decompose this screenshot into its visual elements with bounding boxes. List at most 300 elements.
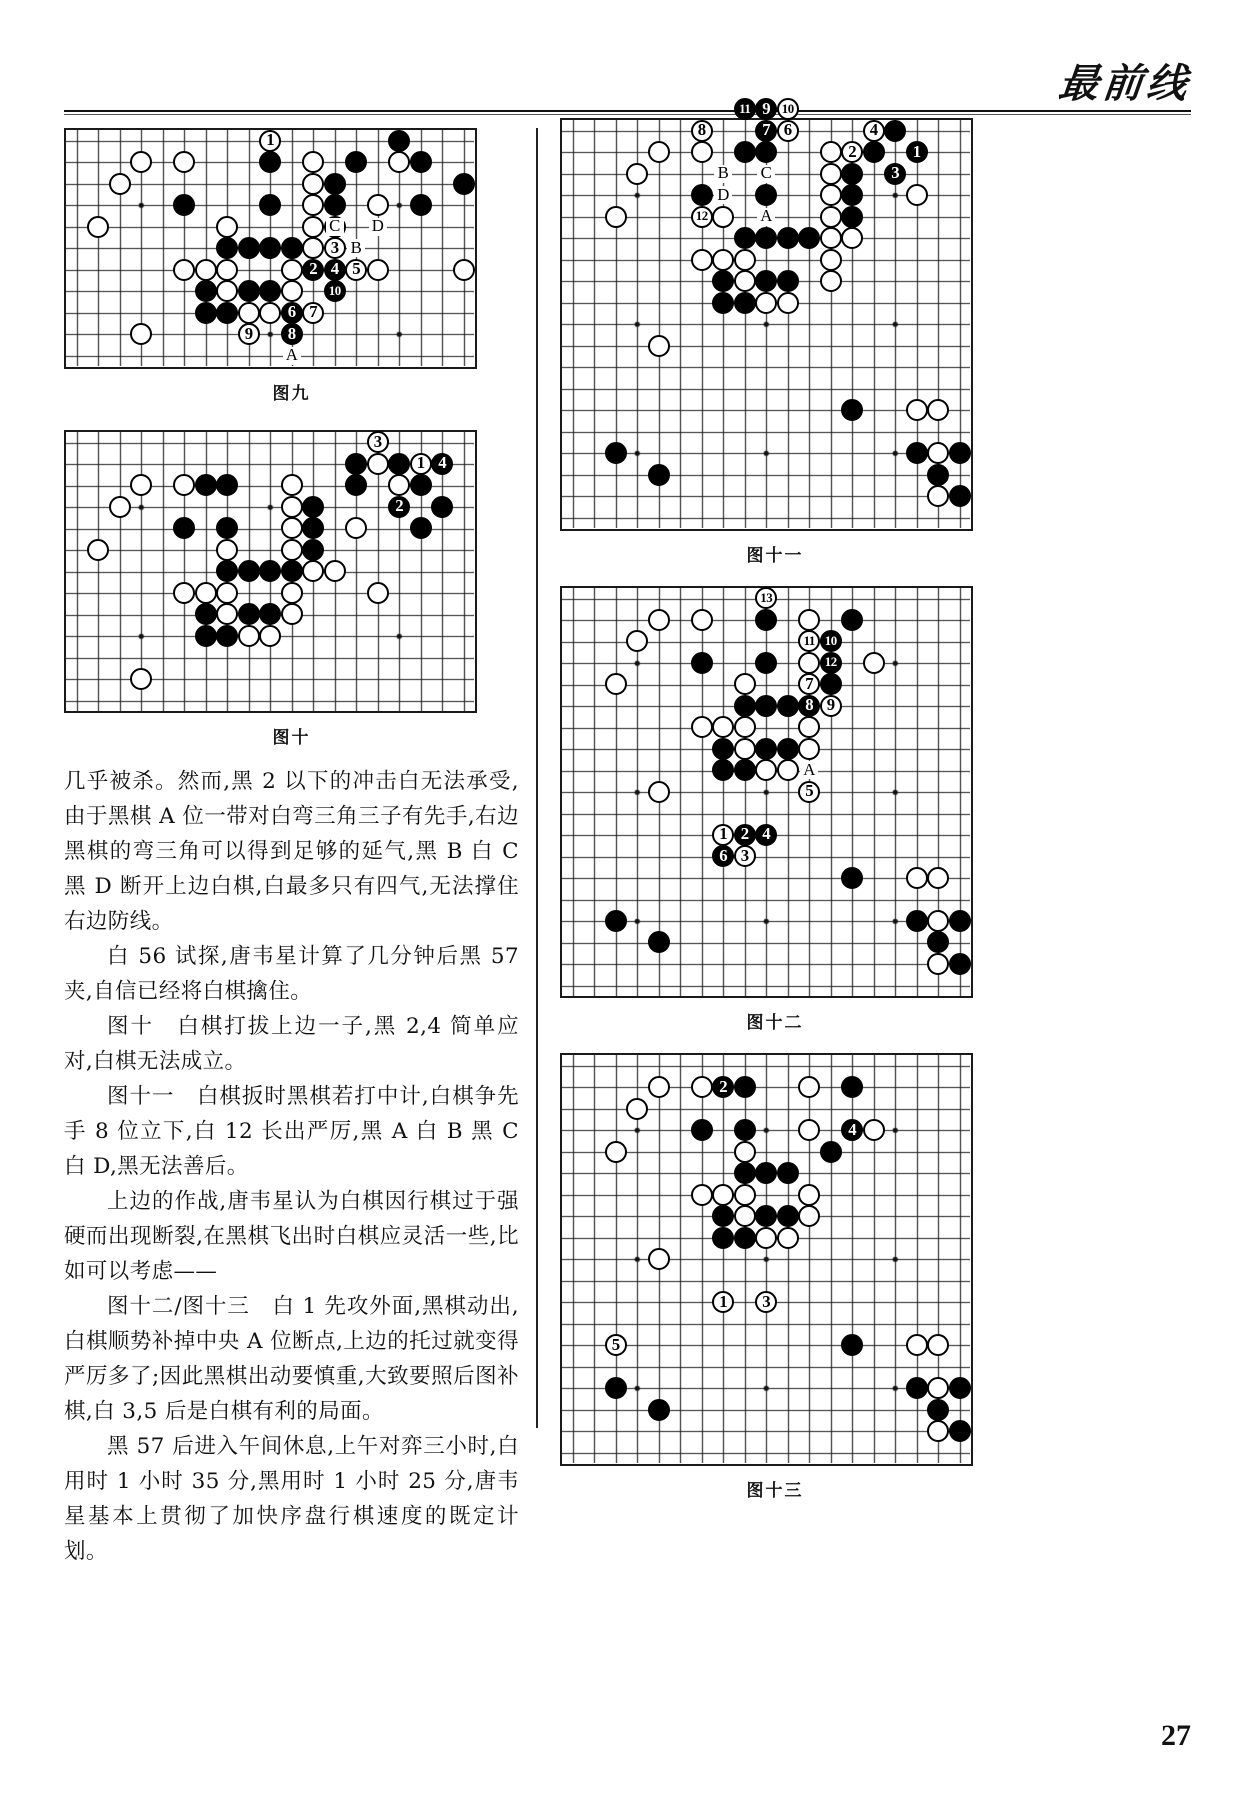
- white-stone: [238, 323, 260, 345]
- black-stone: [712, 738, 734, 760]
- move-number: 2: [395, 496, 404, 516]
- right-column: [560, 98, 990, 1501]
- black-stone: [949, 1377, 971, 1399]
- white-stone: [691, 249, 713, 271]
- white-stone: [906, 867, 928, 889]
- white-stone: [302, 216, 324, 238]
- black-stone: [324, 194, 346, 216]
- move-number: 4: [330, 259, 339, 279]
- white-stone: [798, 1184, 820, 1206]
- black-stone: [755, 141, 777, 163]
- black-stone: [777, 1205, 799, 1227]
- black-stone: [798, 695, 820, 717]
- white-stone: [691, 609, 713, 631]
- white-stone: [712, 1184, 734, 1206]
- move-number: 1: [912, 141, 921, 161]
- black-stone: [777, 695, 799, 717]
- white-stone: [798, 738, 820, 760]
- white-stone: [173, 151, 195, 173]
- board-label-a: A: [757, 208, 775, 226]
- white-stone: [798, 1119, 820, 1141]
- white-stone: [173, 259, 195, 281]
- white-stone: [648, 1076, 670, 1098]
- white-stone: [388, 474, 410, 496]
- board-label-d: D: [369, 218, 387, 236]
- white-stone: [130, 151, 152, 173]
- black-stone: [605, 910, 627, 932]
- header-rule-thin: [64, 114, 1191, 115]
- black-stone: [777, 1162, 799, 1184]
- black-stone: [238, 280, 260, 302]
- white-stone: [820, 249, 842, 271]
- move-number: 3: [762, 1291, 771, 1311]
- black-stone: [755, 1162, 777, 1184]
- black-stone: [345, 151, 367, 173]
- black-stone: [195, 625, 217, 647]
- black-stone: [927, 464, 949, 486]
- move-number: 8: [805, 695, 814, 715]
- white-stone: [281, 280, 303, 302]
- black-stone: [820, 673, 842, 695]
- white-stone: [281, 474, 303, 496]
- move-number: 9: [826, 695, 835, 715]
- white-stone: [216, 280, 238, 302]
- white-stone: [777, 98, 799, 120]
- white-stone: [626, 163, 648, 185]
- board-label-a: A: [283, 347, 301, 365]
- white-stone: [820, 184, 842, 206]
- figure-9: [64, 128, 519, 404]
- move-number: 8: [697, 120, 706, 140]
- figure-11: [560, 98, 990, 566]
- move-number: 8: [287, 323, 296, 343]
- move-number: 7: [805, 673, 814, 693]
- white-stone: [691, 141, 713, 163]
- column-divider: [536, 128, 538, 1428]
- white-stone: [927, 399, 949, 421]
- white-stone: [798, 652, 820, 674]
- white-stone: [648, 141, 670, 163]
- black-stone: [906, 910, 928, 932]
- black-stone: [648, 464, 670, 486]
- white-stone: [605, 1334, 627, 1356]
- white-stone: [755, 1227, 777, 1249]
- black-stone: [259, 151, 281, 173]
- move-number: 5: [805, 781, 814, 801]
- black-stone: [884, 163, 906, 185]
- move-number: 6: [783, 120, 792, 140]
- black-stone: [259, 280, 281, 302]
- black-stone: [259, 560, 281, 582]
- white-stone: [691, 1076, 713, 1098]
- move-number: 10: [824, 633, 837, 648]
- black-stone: [755, 695, 777, 717]
- white-stone: [712, 1291, 734, 1313]
- white-stone: [820, 227, 842, 249]
- white-stone: [195, 582, 217, 604]
- board-label-c: C: [326, 218, 344, 236]
- black-stone: [734, 98, 756, 120]
- go-board-fig-13: [560, 1053, 973, 1466]
- black-stone: [734, 1227, 756, 1249]
- move-number: 11: [803, 633, 815, 648]
- white-stone: [734, 738, 756, 760]
- black-stone: [302, 517, 324, 539]
- go-board-fig-12: [560, 586, 973, 999]
- figure-13: [560, 1053, 990, 1501]
- black-stone: [388, 130, 410, 152]
- black-stone: [734, 292, 756, 314]
- move-number: 6: [287, 302, 296, 322]
- move-number: 11: [739, 101, 751, 116]
- white-stone: [777, 292, 799, 314]
- white-stone: [798, 1205, 820, 1227]
- white-stone: [927, 485, 949, 507]
- move-number: 1: [266, 130, 275, 150]
- black-stone: [777, 270, 799, 292]
- black-stone: [431, 453, 453, 475]
- black-stone: [755, 652, 777, 674]
- board-label-d: D: [714, 186, 732, 204]
- black-stone: [345, 474, 367, 496]
- black-stone: [712, 759, 734, 781]
- black-stone: [302, 259, 324, 281]
- white-stone: [755, 587, 777, 609]
- black-stone: [949, 910, 971, 932]
- white-stone: [777, 120, 799, 142]
- move-number: 3: [740, 845, 749, 865]
- move-number: 2: [740, 824, 749, 844]
- white-stone: [410, 453, 432, 475]
- move-number: 2: [848, 141, 857, 161]
- page-number: 27: [1161, 1719, 1191, 1752]
- black-stone: [324, 280, 346, 302]
- white-stone: [173, 582, 195, 604]
- white-stone: [281, 539, 303, 561]
- white-stone: [302, 237, 324, 259]
- black-stone: [691, 1119, 713, 1141]
- figure-13-caption: 图十三: [746, 1480, 804, 1501]
- white-stone: [798, 673, 820, 695]
- body-paragraph: 上边的作战,唐韦星认为白棋因行棋过于强硬而出现断裂,在黑棋飞出时白棋应灵活一些,比如可以考虑——: [64, 1189, 519, 1284]
- white-stone: [734, 1184, 756, 1206]
- black-stone: [820, 630, 842, 652]
- body-paragraph: 图十 白棋打拔上边一子,黑 2,4 简单应对,白棋无法成立。: [64, 1014, 519, 1074]
- white-stone: [927, 910, 949, 932]
- black-stone: [712, 1076, 734, 1098]
- black-stone: [173, 194, 195, 216]
- move-number: 10: [781, 101, 794, 116]
- black-stone: [820, 652, 842, 674]
- go-board-fig-11: [560, 98, 973, 531]
- white-stone: [281, 259, 303, 281]
- black-stone: [777, 738, 799, 760]
- black-stone: [453, 173, 475, 195]
- move-number: 4: [438, 453, 447, 473]
- black-stone: [216, 625, 238, 647]
- body-paragraph: 几乎被杀。然而,黑 2 以下的冲击白无法承受,由于黑棋 A 位一带对白弯三角三子有先手,右边黑棋的弯三角可以得到足够的延气,黑 B 白 C 黑 D 断开上边白棋,白最多只有四气,无法撑住右边防线。: [64, 769, 519, 934]
- black-stone: [755, 227, 777, 249]
- black-stone: [755, 609, 777, 631]
- white-stone: [755, 292, 777, 314]
- white-stone: [906, 399, 928, 421]
- white-stone: [798, 609, 820, 631]
- black-stone: [216, 474, 238, 496]
- white-stone: [130, 323, 152, 345]
- white-stone: [777, 1227, 799, 1249]
- black-stone: [734, 1162, 756, 1184]
- article-body: [64, 764, 519, 1569]
- white-stone: [216, 259, 238, 281]
- black-stone: [841, 867, 863, 889]
- white-stone: [734, 1205, 756, 1227]
- white-stone: [626, 1098, 648, 1120]
- black-stone: [927, 931, 949, 953]
- white-stone: [302, 302, 324, 324]
- black-stone: [949, 953, 971, 975]
- white-stone: [302, 560, 324, 582]
- page-header-brand: 最前线: [1056, 61, 1194, 106]
- white-stone: [648, 781, 670, 803]
- black-stone: [734, 227, 756, 249]
- white-stone: [281, 496, 303, 518]
- white-stone: [648, 335, 670, 357]
- black-stone: [906, 141, 928, 163]
- black-stone: [691, 184, 713, 206]
- white-stone: [906, 184, 928, 206]
- white-stone: [453, 259, 475, 281]
- black-stone: [841, 184, 863, 206]
- black-stone: [281, 323, 303, 345]
- black-stone: [949, 442, 971, 464]
- white-stone: [216, 539, 238, 561]
- white-stone: [777, 759, 799, 781]
- black-stone: [734, 1119, 756, 1141]
- black-stone: [388, 496, 410, 518]
- black-stone: [410, 474, 432, 496]
- board-label-a: A: [800, 761, 818, 779]
- white-stone: [281, 517, 303, 539]
- black-stone: [281, 237, 303, 259]
- board-stones-layer: [562, 98, 971, 529]
- white-stone: [755, 1291, 777, 1313]
- black-stone: [798, 227, 820, 249]
- black-stone: [216, 560, 238, 582]
- white-stone: [367, 431, 389, 453]
- white-stone: [259, 302, 281, 324]
- black-stone: [841, 206, 863, 228]
- black-stone: [691, 652, 713, 674]
- white-stone: [605, 206, 627, 228]
- white-stone: [691, 206, 713, 228]
- white-stone: [863, 652, 885, 674]
- black-stone: [927, 1399, 949, 1421]
- board-stones-layer: [66, 432, 475, 712]
- white-stone: [367, 582, 389, 604]
- white-stone: [712, 824, 734, 846]
- white-stone: [345, 259, 367, 281]
- black-stone: [410, 194, 432, 216]
- black-stone: [281, 560, 303, 582]
- black-stone: [345, 453, 367, 475]
- black-stone: [712, 292, 734, 314]
- white-stone: [216, 216, 238, 238]
- board-stones-layer: [66, 130, 475, 367]
- black-stone: [712, 845, 734, 867]
- white-stone: [87, 539, 109, 561]
- move-number: 3: [373, 431, 382, 451]
- black-stone: [712, 1205, 734, 1227]
- black-stone: [281, 302, 303, 324]
- white-stone: [820, 206, 842, 228]
- white-stone: [820, 141, 842, 163]
- move-number: 4: [848, 1119, 857, 1139]
- white-stone: [367, 194, 389, 216]
- white-stone: [87, 216, 109, 238]
- move-number: 2: [719, 1076, 728, 1096]
- white-stone: [691, 1184, 713, 1206]
- black-stone: [410, 517, 432, 539]
- black-stone: [841, 609, 863, 631]
- move-number: 2: [309, 259, 318, 279]
- white-stone: [238, 302, 260, 324]
- black-stone: [216, 302, 238, 324]
- black-stone: [410, 151, 432, 173]
- move-number: 12: [824, 655, 837, 670]
- body-paragraph: 图十二/图十三 白 1 先攻外面,黑棋动出,白棋顺势补掉中央 A 位断点,上边的托过就变得严厉多了;因此黑棋出动要慎重,大致要照后图补棋,白 3,5 后是白棋有利的局面。: [64, 1294, 519, 1424]
- white-stone: [906, 1334, 928, 1356]
- black-stone: [216, 517, 238, 539]
- header-rule: [64, 110, 1191, 112]
- black-stone: [216, 237, 238, 259]
- white-stone: [712, 206, 734, 228]
- black-stone: [195, 603, 217, 625]
- white-stone: [820, 270, 842, 292]
- black-stone: [841, 1334, 863, 1356]
- white-stone: [755, 759, 777, 781]
- white-stone: [798, 781, 820, 803]
- figure-10-caption: 图十: [272, 728, 311, 748]
- white-stone: [109, 173, 131, 195]
- move-number: 4: [762, 824, 771, 844]
- move-number: 1: [719, 1291, 728, 1311]
- move-number: 9: [762, 98, 771, 118]
- white-stone: [863, 1119, 885, 1141]
- black-stone: [195, 302, 217, 324]
- white-stone: [927, 1420, 949, 1442]
- board-label-c: C: [757, 165, 775, 183]
- body-paragraph: 图十一 白棋扳时黑棋若打中计,白棋争先手 8 位立下,白 12 长出严厉,黑 A 白 B 黑 C 白 D,黑无法善后。: [64, 1084, 519, 1179]
- black-stone: [734, 759, 756, 781]
- black-stone: [388, 453, 410, 475]
- move-number: 3: [330, 237, 339, 257]
- black-stone: [755, 120, 777, 142]
- board-stones-layer: [562, 588, 971, 997]
- black-stone: [841, 1119, 863, 1141]
- white-stone: [691, 120, 713, 142]
- black-stone: [259, 194, 281, 216]
- white-stone: [281, 603, 303, 625]
- figure-12: [560, 586, 990, 1034]
- black-stone: [238, 237, 260, 259]
- white-stone: [605, 673, 627, 695]
- white-stone: [195, 259, 217, 281]
- go-board-fig-10: [64, 430, 477, 714]
- white-stone: [648, 1248, 670, 1270]
- white-stone: [216, 582, 238, 604]
- black-stone: [755, 824, 777, 846]
- body-paragraph: 黑 57 后进入午间休息,上午对弈三小时,白用时 1 小时 35 分,黑用时 1 小时 25 分,唐韦星基本上贯彻了加快序盘行棋速度的既定计划。: [64, 1434, 519, 1564]
- move-number: 3: [891, 163, 900, 183]
- body-paragraph: 白 56 试探,唐韦星计算了几分钟后黑 57 夹,自信已经将白棋擒住。: [64, 944, 519, 1004]
- black-stone: [820, 1141, 842, 1163]
- figure-9-caption: 图九: [272, 383, 311, 404]
- black-stone: [302, 539, 324, 561]
- black-stone: [259, 603, 281, 625]
- white-stone: [927, 867, 949, 889]
- black-stone: [841, 163, 863, 185]
- black-stone: [949, 1420, 971, 1442]
- black-stone: [195, 474, 217, 496]
- white-stone: [734, 270, 756, 292]
- white-stone: [841, 141, 863, 163]
- move-number: 10: [328, 283, 341, 298]
- white-stone: [734, 673, 756, 695]
- black-stone: [259, 237, 281, 259]
- black-stone: [949, 485, 971, 507]
- white-stone: [626, 630, 648, 652]
- move-number: 1: [416, 453, 425, 473]
- black-stone: [238, 560, 260, 582]
- move-number: 9: [244, 323, 253, 343]
- white-stone: [691, 716, 713, 738]
- black-stone: [734, 141, 756, 163]
- white-stone: [820, 163, 842, 185]
- black-stone: [605, 442, 627, 464]
- white-stone: [605, 1141, 627, 1163]
- white-stone: [927, 953, 949, 975]
- black-stone: [863, 141, 885, 163]
- black-stone: [906, 1377, 928, 1399]
- move-number: 7: [762, 120, 771, 140]
- black-stone: [755, 184, 777, 206]
- board-stones-layer: [562, 1055, 971, 1464]
- black-stone: [755, 1205, 777, 1227]
- white-stone: [841, 227, 863, 249]
- move-number: 4: [869, 120, 878, 140]
- black-stone: [734, 695, 756, 717]
- white-stone: [109, 496, 131, 518]
- black-stone: [324, 173, 346, 195]
- white-stone: [712, 249, 734, 271]
- black-stone: [648, 931, 670, 953]
- white-stone: [130, 668, 152, 690]
- white-stone: [388, 151, 410, 173]
- left-column: [64, 128, 519, 1569]
- black-stone: [777, 227, 799, 249]
- move-number: 13: [760, 590, 773, 605]
- black-stone: [841, 1076, 863, 1098]
- black-stone: [173, 517, 195, 539]
- move-number: 12: [695, 209, 708, 224]
- white-stone: [281, 582, 303, 604]
- white-stone: [648, 609, 670, 631]
- board-label-b: B: [347, 239, 365, 257]
- white-stone: [367, 453, 389, 475]
- white-stone: [324, 237, 346, 259]
- white-stone: [216, 603, 238, 625]
- white-stone: [130, 474, 152, 496]
